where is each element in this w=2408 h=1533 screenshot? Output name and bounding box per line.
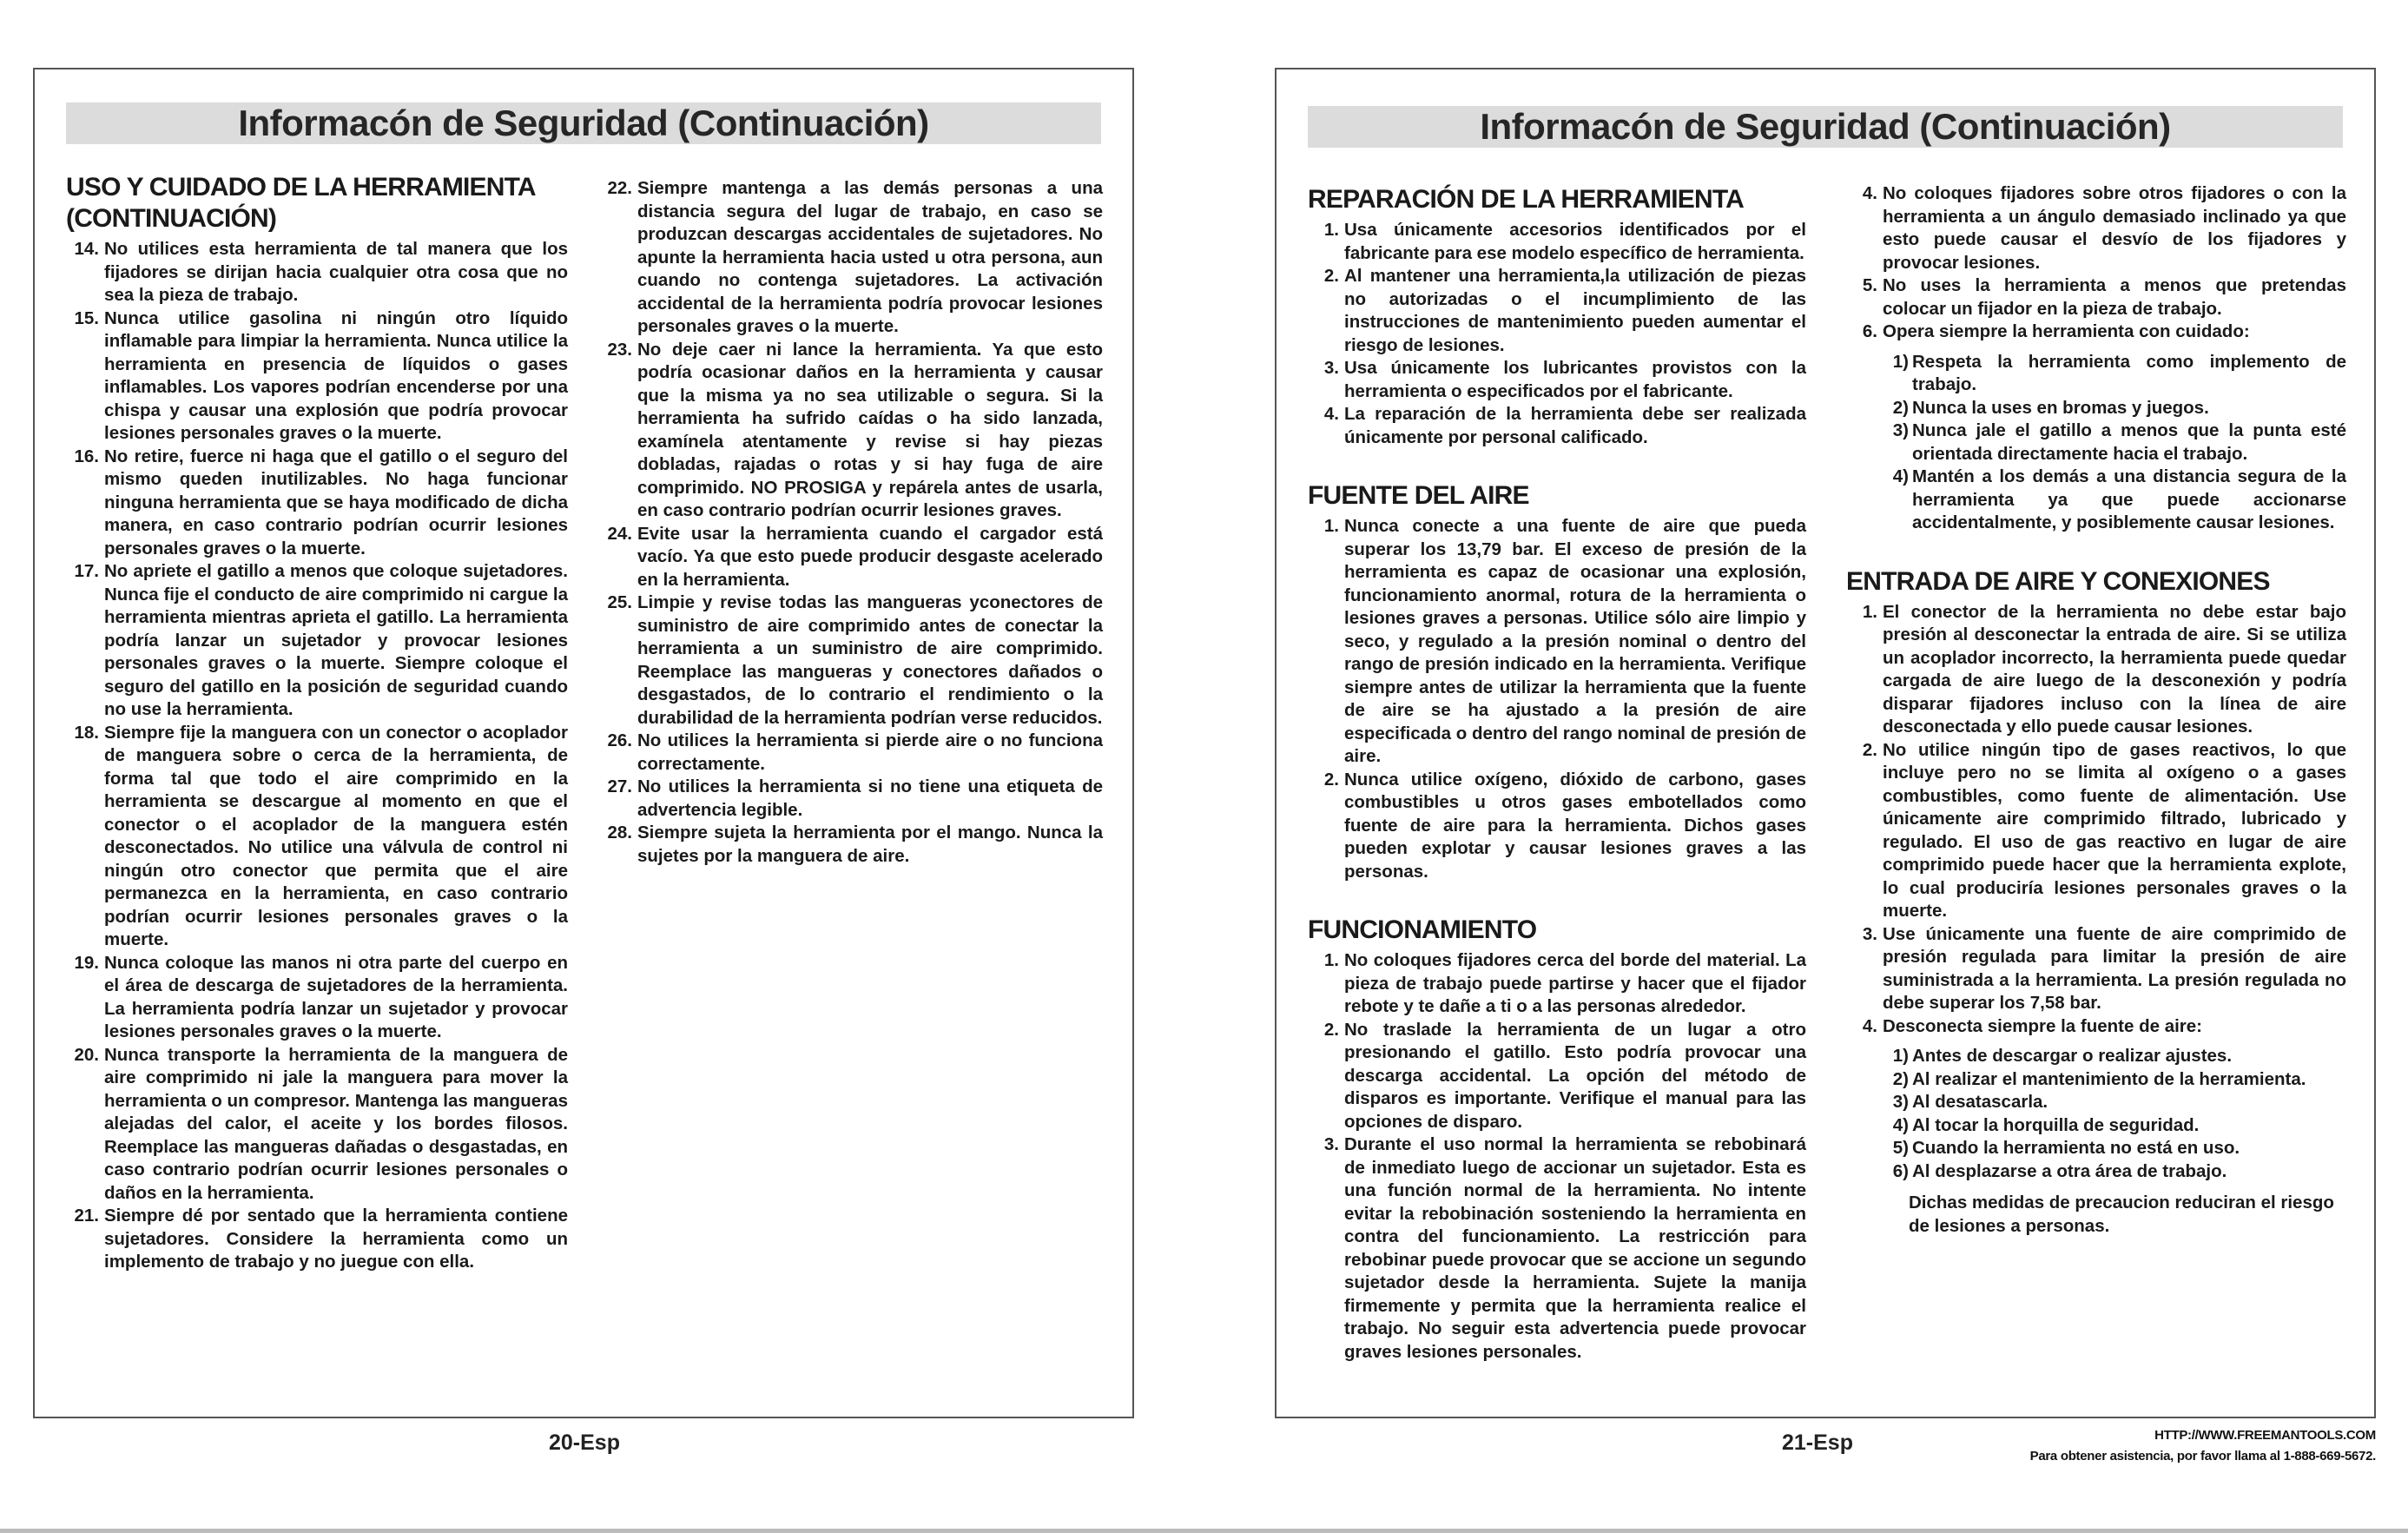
funcionamiento-sub-wrap bbox=[1846, 351, 2346, 535]
item-text: Usa únicamente los lubricantes provistos con la herramienta o especificados por el fabricante. bbox=[1344, 358, 1806, 401]
item-number: 15. bbox=[74, 307, 99, 328]
item-text: Nunca conecte a una fuente de aire que pueda superar los 13,79 bar. El exceso de presión de la herramienta es capaz de ocasionar una explosión, funcionamiento anormal, rotura de la herramienta o lesiones graves a personas. Utilice sólo aire limpio y seco, y regulado a la presión nominal o dentro del rango de presión indicado en la herramienta. Verifique siempre antes de utilizar la herramienta que la fuente de aire se ha ajustado a la presión de aire especificada o dentro del rango nominal de presión de aire. bbox=[1344, 516, 1806, 766]
entrada-sub-wrap bbox=[1846, 1045, 2346, 1183]
left-page-title-bar bbox=[66, 102, 1101, 144]
list-item bbox=[599, 730, 1103, 776]
list-item bbox=[1877, 1045, 2346, 1068]
item-text: Siempre sujeta la herramienta por el mango. Nunca la sujetes por la manguera de aire. bbox=[637, 823, 1103, 866]
list-item bbox=[599, 523, 1103, 592]
funcionamiento-sub-list bbox=[1877, 351, 2346, 535]
item-number: 5) bbox=[1892, 1138, 1909, 1158]
item-number: 18. bbox=[74, 722, 99, 743]
item-number: 1. bbox=[1323, 950, 1339, 970]
item-number: 6. bbox=[1862, 321, 1877, 341]
item-number: 21. bbox=[74, 1206, 99, 1226]
item-text: Durante el uso normal la herramienta se rebobinará de inmediato luego de accionar un sujetador. Esta es una función normal de la herramienta. No intente evitar la rebobinación sosteniendo la herramienta en contra del funcionamiento. La restricción para rebobinar puede provocar que se accione un segundo sujetador desde la herramienta. Sujete la manija firmemente y permita que la herramienta realice el trabajo. No seguir esta advertencia puede provocar graves lesiones personales. bbox=[1344, 1134, 1806, 1362]
footer-url[interactable]: HTTP://WWW.FREEMANTOOLS.COM bbox=[2154, 1428, 2376, 1443]
item-number: 3) bbox=[1892, 1092, 1909, 1112]
item-text: Al realizar el mantenimiento de la herramienta. bbox=[1912, 1068, 2306, 1089]
item-number: 27. bbox=[607, 776, 632, 796]
item-number: 16. bbox=[74, 446, 99, 466]
item-text: No apriete el gatillo a menos que coloque sujetadores. Nunca fije el conducto de aire comprimido ni cargue la herramienta mientras aprieta el gatillo. La herramienta podría lanzar un sujetador y provocar lesiones personales graves o la muerte. Siempre coloque el seguro del gatillo en la posición de seguridad cuando no use la herramienta. bbox=[104, 561, 568, 719]
item-number: 2. bbox=[1323, 266, 1339, 286]
item-number: 4. bbox=[1862, 183, 1877, 203]
item-number: 20. bbox=[74, 1044, 99, 1065]
item-number: 28. bbox=[607, 823, 632, 842]
item-text: No traslade la herramienta de un lugar a otro presionando el gatillo. Esto podría provocar una descarga accidental. La opción del método de disparos es importante. Verifique el manual para las opciones de disparo. bbox=[1344, 1019, 1806, 1132]
item-number: 2) bbox=[1892, 397, 1909, 418]
list-item bbox=[66, 1044, 568, 1206]
item-text: Nunca utilice gasolina ni ningún otro líquido inflamable para limpiar la herramienta. Nunca utilice la herramienta en presencia de líquidos o gases inflamables. Los vapores podrían encenderse por una chispa y causar una explosión que podría provocar lesiones personales graves o la muerte. bbox=[104, 307, 568, 443]
list-item bbox=[599, 591, 1103, 730]
list-item bbox=[599, 822, 1103, 868]
list-item bbox=[1877, 1137, 2346, 1160]
right-page-title-bar bbox=[1308, 106, 2343, 148]
list-item bbox=[1846, 601, 2346, 739]
section-heading-funcionamiento: FUNCIONAMIENTO bbox=[1308, 915, 1537, 944]
footer-contact bbox=[2030, 1425, 2376, 1467]
item-number: 6) bbox=[1892, 1160, 1909, 1181]
left-items-col-a bbox=[66, 238, 568, 1274]
bottom-rule bbox=[0, 1529, 2408, 1533]
item-number: 25. bbox=[607, 592, 632, 612]
list-item bbox=[1877, 351, 2346, 397]
right-column-b bbox=[1846, 182, 2346, 1238]
right-column-a bbox=[1308, 184, 1806, 1364]
item-number: 2) bbox=[1892, 1068, 1909, 1089]
list-item bbox=[1846, 320, 2346, 344]
list-item bbox=[1846, 1015, 2346, 1039]
right-page bbox=[1275, 68, 2376, 1418]
list-item bbox=[1846, 182, 2346, 274]
list-item bbox=[66, 560, 568, 722]
item-text: Siempre mantenga a las demás personas a una distancia segura del lugar de trabajo, en caso se produzcan descargas accidentales de sujetadores. No apunte la herramienta hacia usted u otra persona, aun cuando no contenga sujetadores. La activación accidental de la herramienta podría provocar lesiones personales graves o la muerte. bbox=[637, 178, 1103, 336]
item-number: 17. bbox=[74, 561, 99, 581]
item-number: 4. bbox=[1323, 404, 1339, 424]
item-text: Mantén a los demás a una distancia segura de la herramienta ya que puede accionarse accidentalmente, y posiblemente causar lesiones. bbox=[1912, 466, 2346, 532]
list-item bbox=[1877, 1160, 2346, 1184]
left-page bbox=[33, 68, 1134, 1418]
list-item bbox=[1308, 1133, 1806, 1364]
item-text: No utilice ningún tipo de gases reactivos, lo que incluye pero no se limita al oxígeno o a gases combustibles, como fuente de alimentación. Use únicamente aire comprimido filtrado, lubricado y regulado. El uso de gas reactivo en lugar de aire comprimido puede hacer que la herramienta explote, lo cual produciría lesiones personales graves o la muerte. bbox=[1883, 739, 2346, 921]
section-heading-uso-cuidado: USO Y CUIDADO DE LA HERRAMIENTA (CONTINUACIÓN) bbox=[66, 173, 535, 233]
right-page-number: 21-Esp bbox=[1782, 1431, 1853, 1455]
item-text: No coloques fijadores cerca del borde del material. La pieza de trabajo puede partirse y hacer que el fijador rebote y te dañe a ti o a las personas alrededor. bbox=[1344, 950, 1806, 1016]
item-number: 1) bbox=[1892, 351, 1909, 372]
item-number: 4) bbox=[1892, 466, 1909, 486]
item-text: Nunca jale el gatillo a menos que la punta esté orientada directamente hacia el trabajo. bbox=[1912, 420, 2346, 464]
item-number: 1. bbox=[1323, 220, 1339, 240]
item-number: 1) bbox=[1892, 1046, 1909, 1066]
section-heading-fuente: FUENTE DEL AIRE bbox=[1308, 481, 1529, 510]
item-number: 3. bbox=[1323, 1134, 1339, 1154]
item-text: No utilices la herramienta si no tiene una etiqueta de advertencia legible. bbox=[637, 776, 1103, 820]
list-item bbox=[1877, 1091, 2346, 1114]
item-text: Cuando la herramienta no está en uso. bbox=[1912, 1138, 2240, 1158]
item-number: 2. bbox=[1862, 739, 1877, 760]
item-text: Nunca utilice oxígeno, dióxido de carbono, gases combustibles u otros gases embotellados como fuente de aire para la herramienta. Dichos gases pueden explotar y causar lesiones graves a las personas. bbox=[1344, 769, 1806, 882]
left-page-number: 20-Esp bbox=[549, 1431, 620, 1455]
entrada-list bbox=[1846, 601, 2346, 1039]
item-number: 24. bbox=[607, 523, 632, 544]
list-item bbox=[1877, 1114, 2346, 1138]
item-number: 3) bbox=[1892, 420, 1909, 440]
item-number: 23. bbox=[607, 339, 632, 360]
list-item bbox=[1308, 515, 1806, 769]
item-text: Usa únicamente accesorios identificados por el fabricante para ese modelo específico de herramienta. bbox=[1344, 220, 1806, 263]
item-text: Antes de descargar o realizar ajustes. bbox=[1912, 1046, 2233, 1066]
list-item bbox=[66, 307, 568, 446]
item-text: No coloques fijadores sobre otros fijadores o con la herramienta a un ángulo demasiado inclinado ya que esto puede causar el desvío de los fijadores y provocar lesiones. bbox=[1883, 183, 2346, 273]
item-text: Al desplazarse a otra área de trabajo. bbox=[1912, 1160, 2227, 1181]
item-number: 26. bbox=[607, 730, 632, 750]
item-text: Siempre fije la manguera con un conector o acoplador de manguera sobre o cerca de la herramienta, de forma tal que todo el aire comprimido en la herramienta se descargue al momento en que el conector o el acoplador de la manguera estén desconectados. No utilice una válvula de control ni ningún otro conector que permita que el aire permanezca en la herramienta, en caso contrario podrían ocurrir lesiones personales graves o la muerte. bbox=[104, 722, 568, 949]
list-item bbox=[66, 1205, 568, 1274]
list-item bbox=[1877, 1068, 2346, 1092]
entrada-note: Dichas medidas de precaucion reduciran el riesgo de lesiones a personas. bbox=[1909, 1193, 2334, 1236]
reparacion-list bbox=[1308, 219, 1806, 449]
list-item bbox=[1846, 274, 2346, 320]
item-number: 5. bbox=[1862, 275, 1877, 295]
right-page-title: Informacón de Seguridad (Continuación) bbox=[1480, 106, 2171, 147]
list-item bbox=[1308, 265, 1806, 357]
item-number: 1. bbox=[1862, 601, 1877, 622]
item-text: Nunca la uses en bromas y juegos. bbox=[1912, 397, 2209, 418]
left-page-title: Informacón de Seguridad (Continuación) bbox=[238, 102, 929, 143]
list-item bbox=[1877, 466, 2346, 535]
item-text: Opera siempre la herramienta con cuidado: bbox=[1883, 321, 2250, 341]
list-item bbox=[1877, 397, 2346, 420]
item-number: 3. bbox=[1323, 358, 1339, 378]
item-text: Desconecta siempre la fuente de aire: bbox=[1883, 1015, 2203, 1036]
item-text: Siempre dé por sentado que la herramienta contiene sujetadores. Considere la herramienta como un implemento de trabajo y no juegue con ella. bbox=[104, 1206, 568, 1272]
item-text: No utilices esta herramienta de tal manera que los fijadores se dirijan hacia cualquier otra cosa que no sea la pieza de trabajo. bbox=[104, 239, 568, 305]
item-text: Nunca transporte la herramienta de la manguera de aire comprimido ni jale la manguera para mover la herramienta o un compresor. Mantenga las mangueras alejadas del calor, el aceite y los bordes filosos. Reemplace las mangueras dañadas o desgastadas, en caso contrario podrían ocurrir lesiones personales o daños en la herramienta. bbox=[104, 1044, 568, 1203]
item-number: 22. bbox=[607, 178, 632, 198]
left-column-b bbox=[599, 177, 1103, 868]
list-item bbox=[66, 722, 568, 952]
list-item bbox=[66, 238, 568, 307]
item-text: El conector de la herramienta no debe estar bajo presión al desconectar la entrada de aire. Si se utiliza un acoplador incorrecto, la herramienta puede quedar cargada de aire luego de la desconexión y podría disparar fijadores incluso con la línea de aire desconectada y ello puede causar lesiones. bbox=[1883, 601, 2346, 737]
item-text: La reparación de la herramienta debe ser realizada únicamente por personal calificado. bbox=[1344, 404, 1806, 447]
funcionamiento-cont-list bbox=[1846, 182, 2346, 344]
item-number: 19. bbox=[74, 952, 99, 973]
funcionamiento-list bbox=[1308, 949, 1806, 1364]
list-item bbox=[66, 446, 568, 561]
item-number: 14. bbox=[74, 239, 99, 259]
list-item bbox=[1308, 357, 1806, 403]
item-text: Al tocar la horquilla de seguridad. bbox=[1912, 1114, 2200, 1135]
item-number: 1. bbox=[1323, 516, 1339, 536]
item-text: Al mantener una herramienta,la utilización de piezas no autorizadas o el incumplimiento de las instrucciones de mantenimiento pueden aumentar el riesgo de lesiones. bbox=[1344, 266, 1806, 355]
list-item bbox=[1308, 219, 1806, 265]
item-number: 4) bbox=[1892, 1114, 1909, 1135]
fuente-list bbox=[1308, 515, 1806, 883]
item-number: 3. bbox=[1862, 923, 1877, 944]
item-text: No uses la herramienta a menos que pretendas colocar un fijador en la pieza de trabajo. bbox=[1883, 275, 2346, 319]
item-number: 2. bbox=[1323, 1019, 1339, 1040]
list-item bbox=[599, 177, 1103, 339]
item-text: Limpie y revise todas las mangueras yconectores de suministro de aire comprimido antes de conectar la herramienta a un suministro de aire comprimido. Reemplace las mangueras y conectores dañados o desgastados, de lo contrario el rendimiento o la durabilidad de la herramienta podrían verse reducidos. bbox=[637, 592, 1103, 728]
item-text: No utilices la herramienta si pierde aire o no funciona correctamente. bbox=[637, 730, 1103, 774]
item-text: Nunca coloque las manos ni otra parte del cuerpo en el área de descarga de sujetadores de la herramienta. La herramienta podría lanzar un sujetador y provocar lesiones personales graves o la muerte. bbox=[104, 952, 568, 1041]
item-number: 4. bbox=[1862, 1015, 1877, 1036]
section-heading-entrada: ENTRADA DE AIRE Y CONEXIONES bbox=[1846, 566, 2270, 596]
item-text: Al desatascarla. bbox=[1912, 1092, 2048, 1112]
item-text: Respeta la herramienta como implemento de trabajo. bbox=[1912, 351, 2346, 394]
item-number: 2. bbox=[1323, 769, 1339, 790]
list-item bbox=[1308, 1019, 1806, 1134]
list-item bbox=[599, 339, 1103, 523]
list-item bbox=[1846, 739, 2346, 923]
footer-help-line: Para obtener asistencia, por favor llama al 1-888-669-5672. bbox=[2029, 1449, 2376, 1464]
item-text: Evite usar la herramienta cuando el cargador está vacío. Ya que esto puede producir desgaste acelerado en la herramienta. bbox=[637, 523, 1103, 590]
left-column-a bbox=[66, 172, 568, 1274]
list-item bbox=[1846, 923, 2346, 1015]
item-text: No deje caer ni lance la herramienta. Ya que esto podría ocasionar daños en la herramienta y causar que la misma ya no sea utilizable o segura. Si la herramienta ha sufrido caídas o ha sido lanzada, examínela atentamente y revise si hay piezas dobladas, rajadas o rotas y si hay fuga de aire comprimido. NO PROSIGA y repárela antes de usarla, en caso contrario podrían ocurrir lesiones graves. bbox=[637, 339, 1103, 520]
section-heading-reparacion: REPARACIÓN DE LA HERRAMIENTA bbox=[1308, 185, 1745, 214]
list-item bbox=[1308, 403, 1806, 449]
entrada-sub-list bbox=[1877, 1045, 2346, 1183]
list-item bbox=[1308, 769, 1806, 884]
list-item bbox=[599, 776, 1103, 822]
list-item bbox=[1877, 420, 2346, 466]
list-item bbox=[66, 952, 568, 1044]
item-text: Use únicamente una fuente de aire comprimido de presión regulada para limitar la presión de aire suministrada a la herramienta. La presión regulada no debe superar los 7,58 bar. bbox=[1883, 923, 2346, 1013]
item-text: No retire, fuerce ni haga que el gatillo o el seguro del mismo queden inutilizables. No haga funcionar ninguna herramienta que se haya modificado de dicha manera, en caso contrario podrían ocurrir lesiones personales graves o la muerte. bbox=[104, 446, 568, 558]
list-item bbox=[1308, 949, 1806, 1019]
left-items-col-b bbox=[599, 177, 1103, 868]
